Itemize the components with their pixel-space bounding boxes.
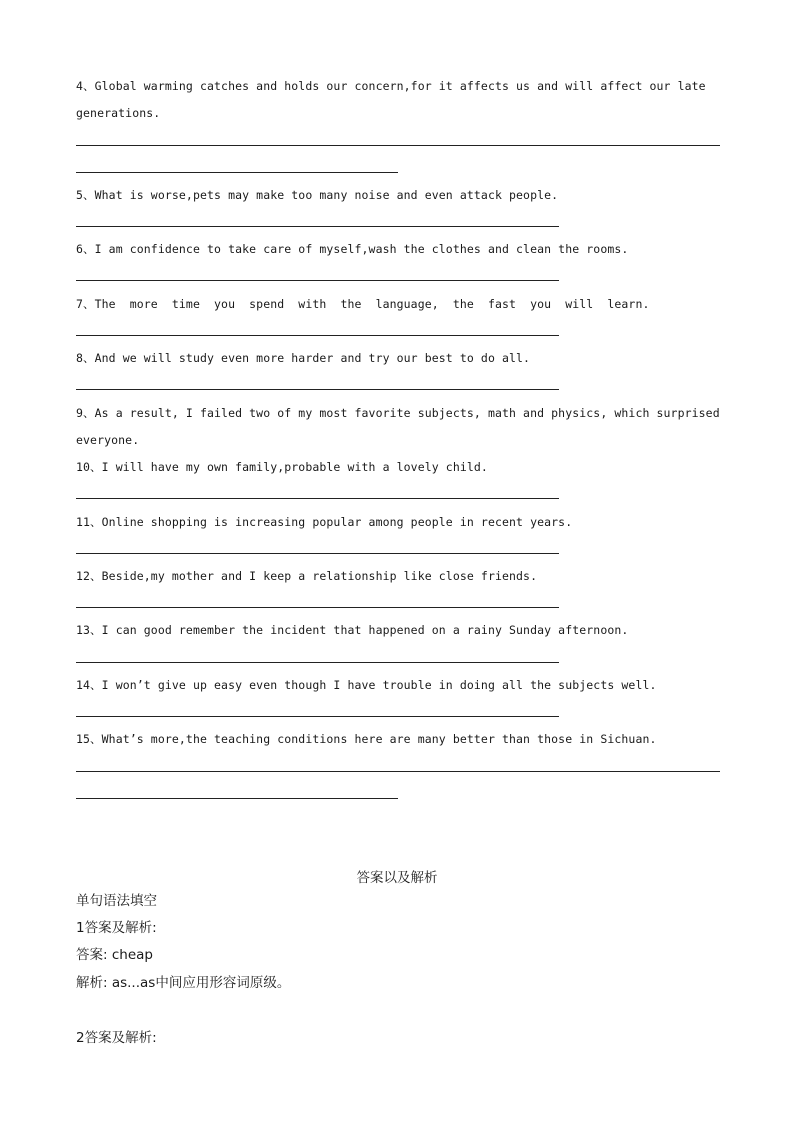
- section-heading: 单句语法填空: [76, 893, 157, 909]
- question-15: 15、What’s more,the teaching conditions here are many better than those in Sichuan.: [76, 732, 657, 746]
- answer-blank-10[interactable]: [76, 498, 559, 499]
- question-9-line-1: 9、As a result, I failed two of my most favorite subjects, math and physics, which surprised: [76, 406, 720, 420]
- answer-blank-6[interactable]: [76, 280, 559, 281]
- answers-title: 答案以及解析: [356, 870, 438, 886]
- answer-blank-7[interactable]: [76, 335, 559, 336]
- question-7: 7、The more time you spend with the language, the fast you will learn.: [76, 297, 650, 311]
- answer-1-analysis: 解析: as...as中间应用形容词原级。: [76, 975, 291, 991]
- answer-blank-15a[interactable]: [76, 771, 720, 772]
- answer-blank-8[interactable]: [76, 389, 559, 390]
- question-6: 6、I am confidence to take care of myself,wash the clothes and clean the rooms.: [76, 242, 629, 256]
- answer-1-header: 1答案及解析:: [76, 920, 157, 936]
- question-4-line-2: generations.: [76, 106, 161, 120]
- question-5: 5、What is worse,pets may make too many noise and even attack people.: [76, 188, 559, 202]
- question-8: 8、And we will study even more harder and try our best to do all.: [76, 351, 531, 365]
- question-4-line-1: 4、Global warming catches and holds our concern,for it affects us and will affect our late: [76, 79, 706, 93]
- answer-blank-5[interactable]: [76, 226, 559, 227]
- question-11: 11、Online shopping is increasing popular among people in recent years.: [76, 515, 573, 529]
- question-9-line-2: everyone.: [76, 433, 140, 447]
- question-14: 14、I won’t give up easy even though I have trouble in doing all the subjects well.: [76, 678, 657, 692]
- answer-blank-11[interactable]: [76, 553, 559, 554]
- answer-1-value: 答案: cheap: [76, 947, 153, 963]
- question-12: 12、Beside,my mother and I keep a relationship like close friends.: [76, 569, 538, 583]
- answer-blank-4a[interactable]: [76, 145, 720, 146]
- answer-blank-4b[interactable]: [76, 172, 398, 173]
- answer-blank-14[interactable]: [76, 716, 559, 717]
- answer-blank-12[interactable]: [76, 607, 559, 608]
- answer-blank-15b[interactable]: [76, 798, 398, 799]
- question-13: 13、I can good remember the incident that happened on a rainy Sunday afternoon.: [76, 623, 629, 637]
- answer-2-header: 2答案及解析:: [76, 1030, 157, 1046]
- answer-blank-13[interactable]: [76, 662, 559, 663]
- question-10: 10、I will have my own family,probable with a lovely child.: [76, 460, 488, 474]
